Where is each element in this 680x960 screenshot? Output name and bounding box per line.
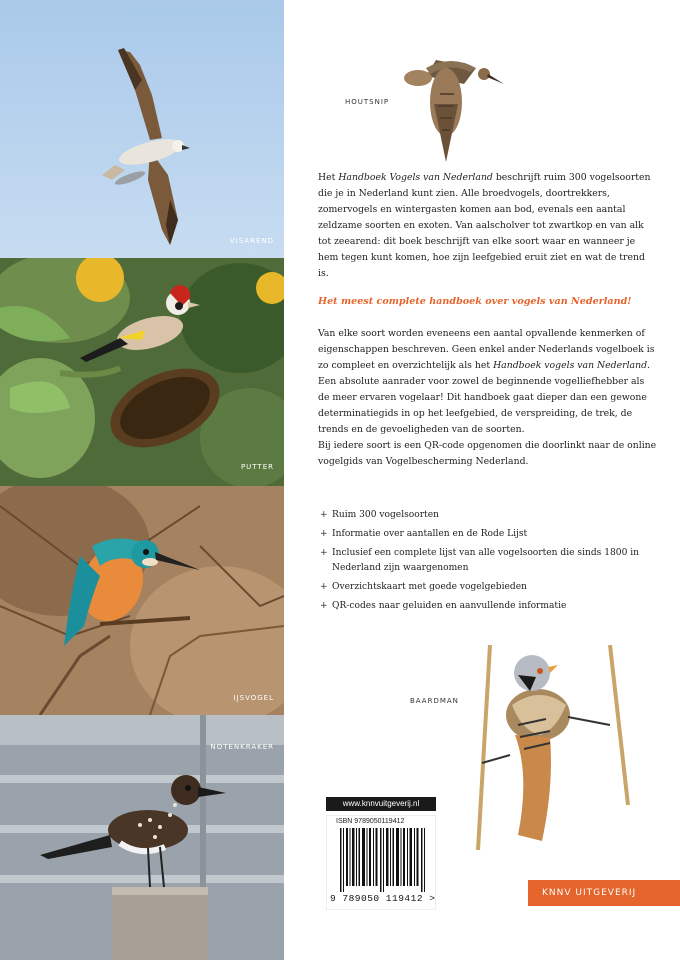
photo-ijsvogel: [0, 486, 284, 715]
body-paragraph: [318, 326, 658, 470]
bearded-reedling-image: [470, 645, 640, 850]
nutcracker-image: [0, 715, 284, 960]
feature-list: [320, 508, 660, 618]
goldfinch-image: [0, 258, 284, 486]
photo-visarend: [0, 0, 284, 258]
barcode-icon: [340, 828, 428, 892]
label-houtsnip: HOUTSNIP: [345, 98, 390, 106]
feature-item: + Overzichtskaart met goede vogelgebieden: [320, 580, 660, 595]
isbn-digits: 9 789050 119412 >: [330, 893, 436, 904]
plus-icon: +: [320, 601, 328, 611]
feature-item: + Informatie over aantallen en de Rode Lijst: [320, 527, 660, 542]
plus-icon: +: [320, 510, 328, 520]
intro-text-b: beschrijft ruim 300 vogelsoorten die je in Nederland kunt zien. Alle broedvogels, doortrekkers, zomervogels en wintergasten komen aan bod, evenals een aantal zeldzame soorten en exoten. Van aalscholver tot zwartkop en van alk tot zeearend: dit boek beschrijft van elke soort waar en wanneer je hem tegen kunt komen, hoe zijn leefgebied eruit ziet en wat de trend is.: [318, 172, 651, 279]
intro-book-title: Handboek Vogels van Nederland: [338, 172, 493, 183]
plus-icon: +: [320, 548, 328, 558]
kingfisher-image: [0, 486, 284, 715]
caption-visarend: VISAREND: [229, 237, 274, 245]
publisher-logo: KNNV UITGEVERIJ: [528, 880, 680, 906]
intro-text-a: Het: [318, 172, 339, 183]
feature-item: + Inclusief een complete lijst van alle vogelsoorten die sinds 1800 in Nederland zijn waargenomen: [320, 548, 640, 573]
osprey-image: [0, 0, 284, 258]
caption-notenkraker: NOTENKRAKER: [210, 743, 274, 751]
plus-icon: +: [320, 529, 328, 539]
body-book-title: Handboek vogels van Nederland: [493, 360, 648, 371]
plus-icon: +: [320, 582, 328, 592]
qr-paragraph: Bij iedere soort is een QR-code opgenomen die doorlinkt naar de online vogelgids van Vogelbescherming Nederland.: [318, 440, 657, 467]
tagline: Het meest complete handboek over vogels van Nederland!: [318, 296, 632, 307]
publisher-url: www.knnvuitgeverij.nl: [326, 797, 436, 811]
isbn-label: ISBN 9789050119412: [336, 818, 405, 825]
caption-putter: PUTTER: [240, 463, 274, 471]
woodcock-image: [396, 44, 506, 166]
feature-item: + Ruim 300 vogelsoorten: [320, 508, 660, 523]
body-text-a: Van elke soort worden eveneens een aantal opvallende kenmerken of eigenschappen beschreven. Geen enkel ander Nederlands vogelboek is zo compleet en overzichtelijk als het: [318, 328, 655, 371]
intro-paragraph: [318, 170, 658, 282]
body-text-b: . Een absolute aanrader voor zowel de beginnende vogelliefhebber als de meer ervaren vogelaar! Dit handboek gaat dieper dan een gewone determinatiegids in op het leefgebied, de verspreiding, de trek, de trends en de gevoeligheden van de soorten.: [318, 360, 651, 435]
caption-ijsvogel: IJSVOGEL: [233, 694, 274, 702]
photo-putter: [0, 258, 284, 486]
photo-notenkraker: [0, 715, 284, 960]
label-baardman: BAARDMAN: [410, 697, 459, 705]
feature-item: + QR-codes naar geluiden en aanvullende informatie: [320, 599, 660, 614]
